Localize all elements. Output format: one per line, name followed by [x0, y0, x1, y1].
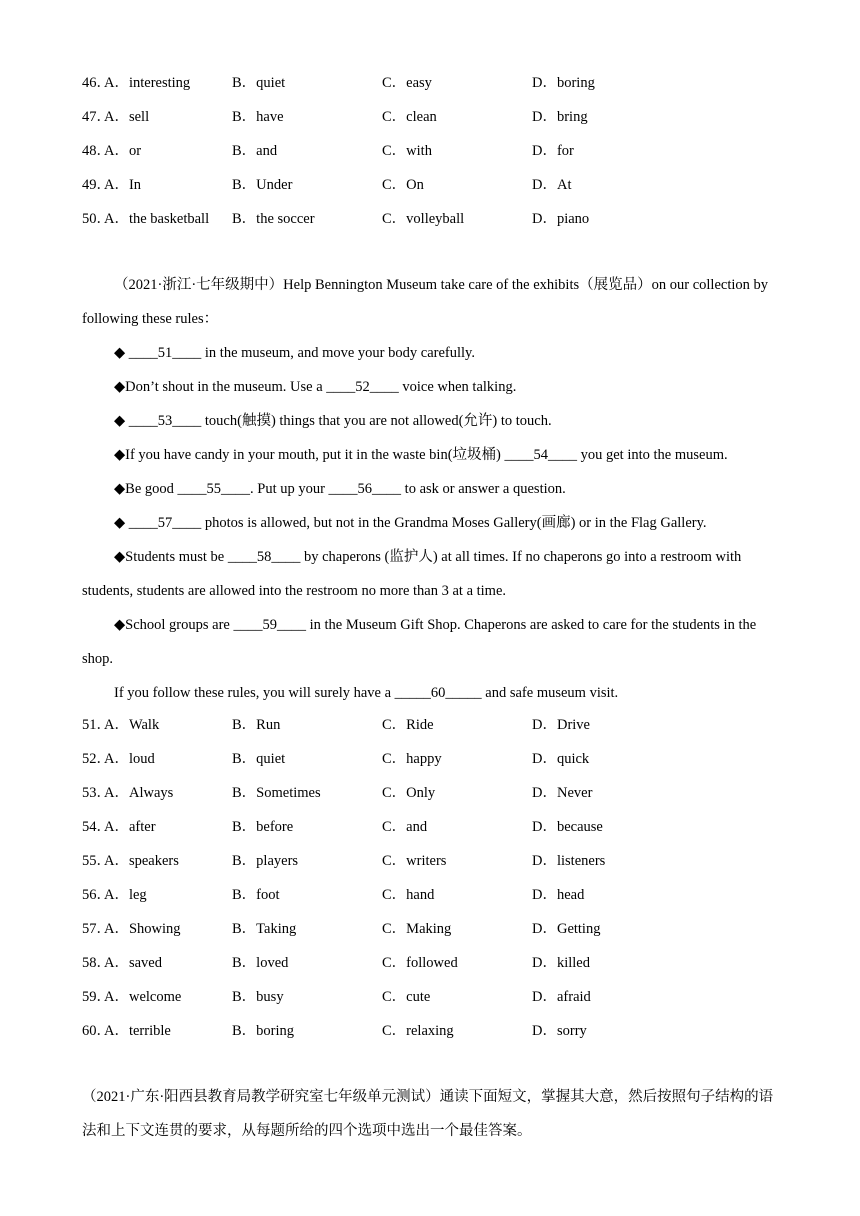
question-number: 57． — [82, 921, 111, 937]
option-a: A．Showing — [104, 921, 181, 937]
option-a: A．Always — [104, 785, 174, 801]
rule-item: ◆School groups are ____59____ in the Museum Gift Shop. Chaperons are asked to care for the students in the shop. — [82, 617, 757, 667]
question-row — [82, 919, 782, 953]
option-a: A．In — [104, 177, 142, 193]
option-c: C．Only — [382, 785, 436, 801]
option-c: C．happy — [382, 751, 442, 767]
option-a: A．interesting — [104, 75, 191, 91]
rule-item: ◆ ____51____ in the museum, and move your body carefully. — [114, 345, 475, 361]
option-c: C．easy — [382, 75, 432, 91]
option-d: D．bring — [532, 109, 588, 125]
option-c: C．cute — [382, 989, 431, 1005]
question-number: 58． — [82, 955, 111, 971]
option-a: A．speakers — [104, 853, 179, 869]
passage — [82, 268, 778, 710]
question-row — [82, 715, 782, 749]
option-b: B．quiet — [232, 75, 286, 91]
rule-item: ◆Be good ____55____. Put up your ____56____ to ask or answer a question. — [114, 481, 566, 497]
question-row — [82, 1021, 782, 1055]
question-row — [82, 141, 782, 175]
option-d: D．because — [532, 819, 603, 835]
question-number: 49． — [82, 177, 111, 193]
question-number: 46． — [82, 75, 111, 91]
option-b: B．quiet — [232, 751, 286, 767]
option-c: C．followed — [382, 955, 458, 971]
option-c: C．Making — [382, 921, 452, 937]
option-d: D．killed — [532, 955, 590, 971]
question-number: 47． — [82, 109, 111, 125]
option-d: D．piano — [532, 211, 590, 227]
option-d: D．listeners — [532, 853, 606, 869]
question-number: 53． — [82, 785, 111, 801]
option-c: C．On — [382, 177, 424, 193]
option-a: A．welcome — [104, 989, 182, 1005]
rule-item: ◆Students must be ____58____ by chaperons (监护人) at all times. If no chaperons go into a restroom with students, students are allowed into the restroom no more than 3 at a time. — [82, 549, 742, 599]
option-a: A．or — [104, 143, 142, 159]
question-number: 52． — [82, 751, 111, 767]
question-number: 59． — [82, 989, 111, 1005]
next-section-text: （2021·广东·阳西县教育局教学研究室七年级单元测试）通读下面短文，掌握其大意，然后按照句子结构的语法和上下文连贯的要求，从每题所给的四个选项中选出一个最佳答案。 — [82, 1089, 774, 1139]
option-b: B．Run — [232, 717, 281, 733]
question-row — [82, 783, 782, 817]
option-a: A．saved — [104, 955, 162, 971]
question-row — [82, 175, 782, 209]
question-number: 54． — [82, 819, 111, 835]
option-d: D．Drive — [532, 717, 590, 733]
option-a: A．the basketball — [104, 211, 210, 227]
question-row — [82, 749, 782, 783]
option-d: D．quick — [532, 751, 590, 767]
option-c: C．relaxing — [382, 1023, 454, 1039]
question-number: 51． — [82, 717, 111, 733]
option-d: D．Never — [532, 785, 593, 801]
option-b: B．boring — [232, 1023, 295, 1039]
question-row — [82, 209, 782, 243]
passage-intro: （2021·浙江·七年级期中）Help Bennington Museum take care of the exhibits（展览品）on our collection by following these rules： — [82, 277, 768, 327]
rule-item: ◆ ____53____ touch(触摸) things that you are not allowed(允许) to touch. — [114, 413, 552, 429]
question-number: 48． — [82, 143, 111, 159]
question-number: 60． — [82, 1023, 111, 1039]
question-row — [82, 953, 782, 987]
option-c: C．clean — [382, 109, 437, 125]
question-number: 56． — [82, 887, 111, 903]
passage-closing: If you follow these rules, you will surely have a _____60_____ and safe museum visit. — [114, 685, 619, 701]
option-c: C．writers — [382, 853, 447, 869]
question-row — [82, 851, 782, 885]
question-row — [82, 885, 782, 919]
option-d: D．sorry — [532, 1023, 587, 1039]
option-c: C．and — [382, 819, 428, 835]
next-section-intro — [82, 1080, 778, 1148]
rule-item: ◆If you have candy in your mouth, put it in the waste bin(垃圾桶) ____54____ you get into the museum. — [114, 447, 728, 463]
question-row — [82, 107, 782, 141]
option-b: B．Taking — [232, 921, 297, 937]
option-b: B．Sometimes — [232, 785, 321, 801]
question-number: 50． — [82, 211, 111, 227]
option-a: A．after — [104, 819, 156, 835]
option-d: D．boring — [532, 75, 595, 91]
option-d: D．afraid — [532, 989, 591, 1005]
option-b: B．before — [232, 819, 294, 835]
option-d: D．At — [532, 177, 572, 193]
option-b: B．have — [232, 109, 284, 125]
option-a: A．terrible — [104, 1023, 171, 1039]
option-d: D．Getting — [532, 921, 601, 937]
option-b: B．the soccer — [232, 211, 315, 227]
question-row — [82, 817, 782, 851]
option-c: C．volleyball — [382, 211, 465, 227]
option-d: D．for — [532, 143, 574, 159]
rule-item: ◆Don’t shout in the museum. Use a ____52____ voice when talking. — [114, 379, 517, 395]
question-row — [82, 987, 782, 1021]
option-b: B．loved — [232, 955, 289, 971]
option-a: A．sell — [104, 109, 150, 125]
option-b: B．Under — [232, 177, 293, 193]
option-a: A．loud — [104, 751, 155, 767]
option-c: C．Ride — [382, 717, 434, 733]
option-a: A．leg — [104, 887, 147, 903]
option-b: B．players — [232, 853, 299, 869]
question-row — [82, 73, 782, 107]
question-group-51-60 — [82, 715, 782, 1055]
rule-item: ◆ ____57____ photos is allowed, but not in the Grandma Moses Gallery(画廊) or in the Flag Gallery. — [114, 515, 707, 531]
option-a: A．Walk — [104, 717, 160, 733]
question-number: 55． — [82, 853, 111, 869]
option-c: C．hand — [382, 887, 435, 903]
option-b: B．and — [232, 143, 278, 159]
option-b: B．foot — [232, 887, 280, 903]
option-c: C．with — [382, 143, 432, 159]
option-b: B．busy — [232, 989, 284, 1005]
option-d: D．head — [532, 887, 585, 903]
question-group-46-50 — [82, 73, 782, 243]
